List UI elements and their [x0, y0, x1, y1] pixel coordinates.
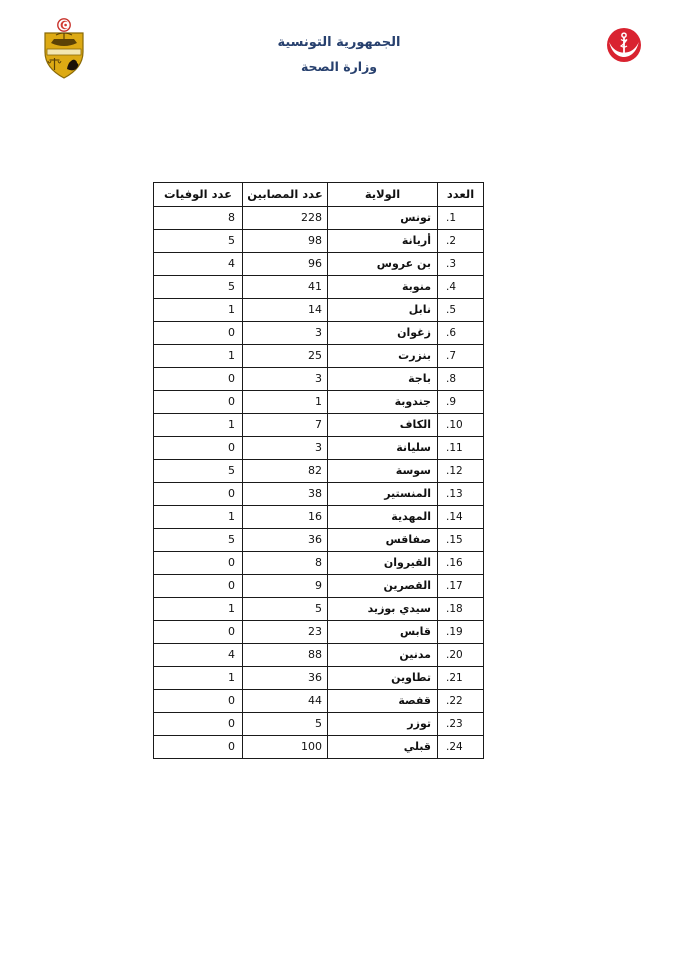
deaths-cell: 5	[154, 460, 243, 483]
deaths-cell: 0	[154, 322, 243, 345]
table-row	[154, 322, 484, 345]
deaths-cell: 5	[154, 276, 243, 299]
index-cell: .8	[438, 368, 484, 391]
cases-cell: 1	[243, 391, 328, 414]
cases-cell: 228	[243, 207, 328, 230]
cases-cell: 98	[243, 230, 328, 253]
table-row	[154, 644, 484, 667]
governorate-cell: سيدي بوزيد	[328, 598, 438, 621]
governorate-stats-table	[153, 182, 484, 759]
governorate-cell: قبلي	[328, 736, 438, 759]
governorate-cell: زغوان	[328, 322, 438, 345]
deaths-cell: 0	[154, 736, 243, 759]
cases-cell: 8	[243, 552, 328, 575]
table-row	[154, 391, 484, 414]
governorate-cell: منوبة	[328, 276, 438, 299]
index-cell: .13	[438, 483, 484, 506]
table-row	[154, 460, 484, 483]
deaths-cell: 4	[154, 644, 243, 667]
governorate-cell: جندوبة	[328, 391, 438, 414]
index-cell: .21	[438, 667, 484, 690]
index-cell: .2	[438, 230, 484, 253]
table-row	[154, 276, 484, 299]
cases-cell: 82	[243, 460, 328, 483]
governorate-cell: أريانة	[328, 230, 438, 253]
index-cell: .20	[438, 644, 484, 667]
governorate-cell: قفصة	[328, 690, 438, 713]
table-row	[154, 713, 484, 736]
deaths-cell: 1	[154, 667, 243, 690]
cases-cell: 41	[243, 276, 328, 299]
governorate-cell: صفاقس	[328, 529, 438, 552]
governorate-cell: قابس	[328, 621, 438, 644]
cases-cell: 36	[243, 529, 328, 552]
table-row	[154, 667, 484, 690]
deaths-cell: 0	[154, 621, 243, 644]
governorate-cell: سوسة	[328, 460, 438, 483]
deaths-cell: 0	[154, 483, 243, 506]
governorate-cell: تطاوين	[328, 667, 438, 690]
cases-cell: 88	[243, 644, 328, 667]
table-row	[154, 299, 484, 322]
table-row	[154, 230, 484, 253]
table-header-row	[154, 183, 484, 207]
table-row	[154, 690, 484, 713]
index-cell: .16	[438, 552, 484, 575]
cases-cell: 36	[243, 667, 328, 690]
deaths-cell: 4	[154, 253, 243, 276]
governorate-cell: القصرين	[328, 575, 438, 598]
governorate-cell: الكاف	[328, 414, 438, 437]
table-row	[154, 552, 484, 575]
governorate-cell: القيروان	[328, 552, 438, 575]
table-row	[154, 368, 484, 391]
governorate-cell: باجة	[328, 368, 438, 391]
deaths-cell: 5	[154, 230, 243, 253]
deaths-cell: 1	[154, 414, 243, 437]
cases-cell: 9	[243, 575, 328, 598]
index-cell: .11	[438, 437, 484, 460]
cases-cell: 3	[243, 322, 328, 345]
cases-cell: 25	[243, 345, 328, 368]
governorate-cell: سليانة	[328, 437, 438, 460]
table-row	[154, 437, 484, 460]
cases-cell: 38	[243, 483, 328, 506]
deaths-cell: 1	[154, 598, 243, 621]
cases-cell: 44	[243, 690, 328, 713]
index-cell: .3	[438, 253, 484, 276]
table-row	[154, 414, 484, 437]
table-row	[154, 598, 484, 621]
deaths-cell: 0	[154, 552, 243, 575]
cases-cell: 3	[243, 437, 328, 460]
governorate-cell: المهدية	[328, 506, 438, 529]
index-cell: .5	[438, 299, 484, 322]
index-cell: .12	[438, 460, 484, 483]
table-row	[154, 253, 484, 276]
index-cell: .19	[438, 621, 484, 644]
table-body	[154, 207, 484, 759]
cases-cell: 5	[243, 713, 328, 736]
deaths-cell: 0	[154, 368, 243, 391]
cases-cell: 3	[243, 368, 328, 391]
cases-cell: 100	[243, 736, 328, 759]
index-cell: .10	[438, 414, 484, 437]
table-row	[154, 345, 484, 368]
table-row	[154, 621, 484, 644]
cases-cell: 14	[243, 299, 328, 322]
index-cell: .1	[438, 207, 484, 230]
governorate-cell: بن عروس	[328, 253, 438, 276]
index-cell: .18	[438, 598, 484, 621]
deaths-cell: 0	[154, 713, 243, 736]
governorate-cell: تونس	[328, 207, 438, 230]
table-row	[154, 529, 484, 552]
deaths-cell: 8	[154, 207, 243, 230]
index-cell: .9	[438, 391, 484, 414]
deaths-cell: 1	[154, 506, 243, 529]
index-cell: .4	[438, 276, 484, 299]
index-cell: .17	[438, 575, 484, 598]
governorate-cell: بنزرت	[328, 345, 438, 368]
index-cell: .7	[438, 345, 484, 368]
index-cell: .23	[438, 713, 484, 736]
deaths-cell: 0	[154, 391, 243, 414]
deaths-cell: 5	[154, 529, 243, 552]
governorate-cell: مدنين	[328, 644, 438, 667]
document-header	[0, 0, 678, 110]
table-row	[154, 736, 484, 759]
header-cases: عدد المصابين	[243, 183, 328, 207]
index-cell: .24	[438, 736, 484, 759]
table-row	[154, 207, 484, 230]
index-cell: .6	[438, 322, 484, 345]
header-governorate: الولاية	[328, 183, 438, 207]
deaths-cell: 0	[154, 690, 243, 713]
header-deaths: عدد الوفيات	[154, 183, 243, 207]
cases-cell: 7	[243, 414, 328, 437]
cases-cell: 23	[243, 621, 328, 644]
governorate-cell: نابل	[328, 299, 438, 322]
deaths-cell: 1	[154, 299, 243, 322]
governorate-cell: توزر	[328, 713, 438, 736]
deaths-cell: 0	[154, 437, 243, 460]
index-cell: .15	[438, 529, 484, 552]
deaths-cell: 0	[154, 575, 243, 598]
index-cell: .22	[438, 690, 484, 713]
cases-cell: 16	[243, 506, 328, 529]
table-row	[154, 575, 484, 598]
header-index: العدد	[438, 183, 484, 207]
governorate-cell: المنستير	[328, 483, 438, 506]
cases-cell: 96	[243, 253, 328, 276]
header-title-block	[0, 34, 678, 76]
table-row	[154, 506, 484, 529]
cases-cell: 5	[243, 598, 328, 621]
index-cell: .14	[438, 506, 484, 529]
ministry-of-health-logo-icon	[606, 27, 642, 63]
deaths-cell: 1	[154, 345, 243, 368]
ministry-title: وزارة الصحة	[300, 59, 378, 74]
republic-title: الجمهورية التونسية	[277, 35, 401, 50]
table-row	[154, 483, 484, 506]
